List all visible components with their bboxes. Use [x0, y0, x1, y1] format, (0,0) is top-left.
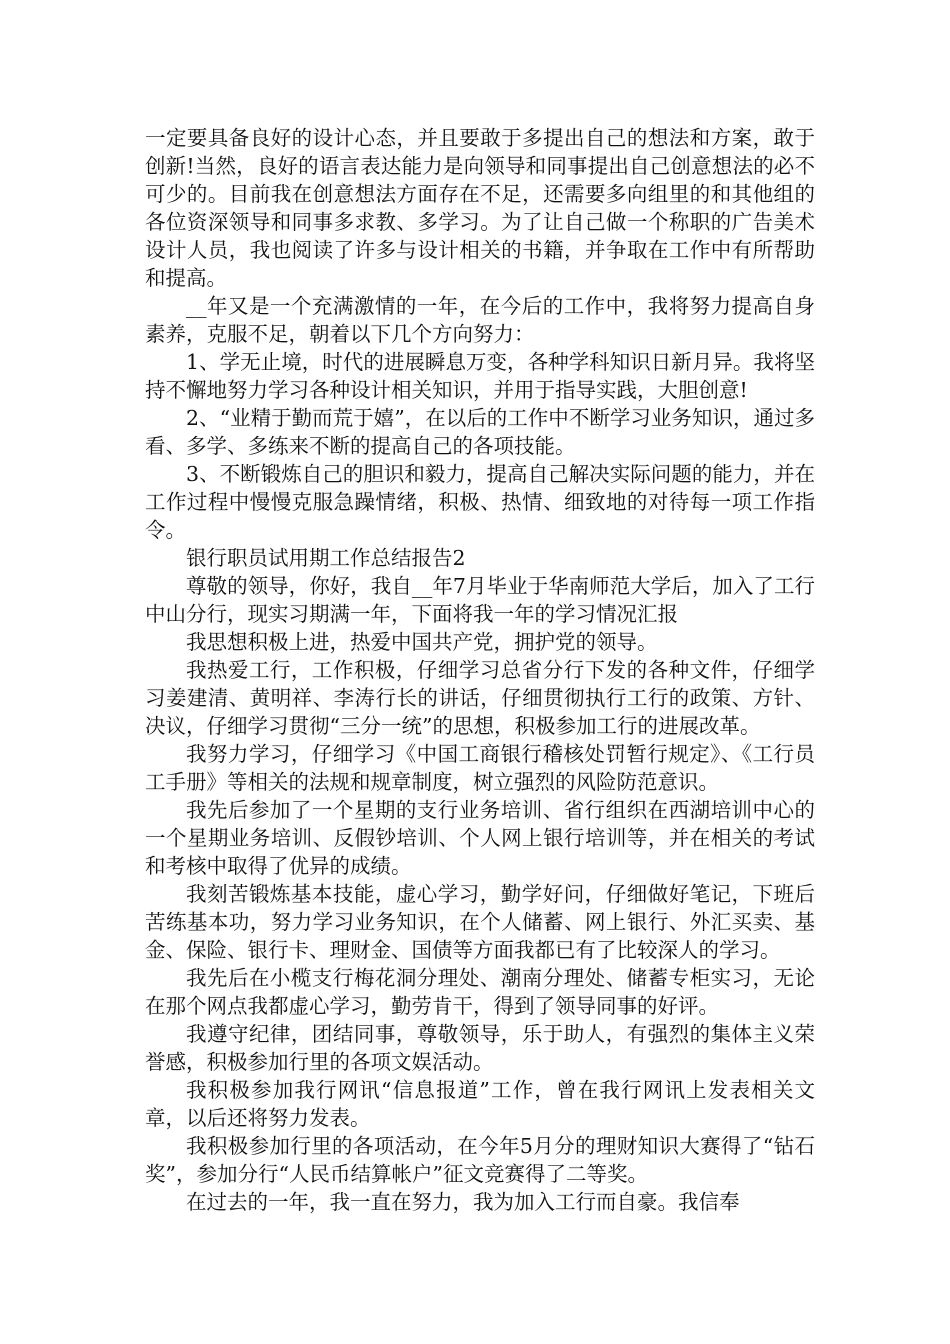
- paragraph: 1、学无止境，时代的进展瞬息万变，各种学科知识日新月异。我将坚持不懈地努力学习各种设计相关知识，并用于指导实践，大胆创意!: [145, 350, 815, 402]
- paragraph: 我先后参加了一个星期的支行业务培训、省行组织在西湖培训中心的一个星期业务培训、反假钞培训、个人网上银行培训等，并在相关的考试和考核中取得了优异的成绩。: [145, 798, 815, 878]
- paragraph: 我遵守纪律，团结同事，尊敬领导，乐于助人，有强烈的集体主义荣誉感，积极参加行里的各项文娱活动。: [145, 1022, 815, 1074]
- paragraph: 2、“业精于勤而荒于嬉”，在以后的工作中不断学习业务知识，通过多看、多学、多练来不断的提高自己的各项技能。: [145, 406, 815, 458]
- paragraph: 在过去的一年，我一直在努力，我为加入工行而自豪。我信奉: [186, 1190, 740, 1214]
- paragraph: __年又是一个充满激情的一年，在今后的工作中，我将努力提高自身素养，克服不足，朝着以下几个方向努力：: [145, 294, 815, 346]
- paragraph: 我先后在小榄支行梅花洞分理处、潮南分理处、储蓄专柜实习，无论在那个网点我都虚心学习，勤劳肯干，得到了领导同事的好评。: [145, 966, 815, 1018]
- section-title: 银行职员试用期工作总结报告2: [186, 546, 466, 570]
- paragraph: 3、不断锻炼自己的胆识和毅力，提高自己解决实际问题的能力，并在工作过程中慢慢克服急躁情绪，积极、热情、细致地的对待每一项工作指令。: [145, 462, 815, 542]
- paragraph: 我努力学习，仔细学习《中国工商银行稽核处罚暂行规定》、《工行员工手册》等相关的法规和规章制度，树立强烈的风险防范意识。: [145, 742, 815, 794]
- paragraph: 我思想积极上进，热爱中国共产党，拥护党的领导。: [186, 630, 658, 654]
- paragraph: 我积极参加行里的各项活动，在今年5月分的理财知识大赛得了“钻石奖”，参加分行“人民币结算帐户”征文竞赛得了二等奖。: [145, 1134, 815, 1186]
- paragraph: 一定要具备良好的设计心态，并且要敢于多提出自己的想法和方案，敢于创新!当然，良好的语言表达能力是向领导和同事提出自己创意想法的必不可少的。目前我在创意想法方面存在不足，还需要多向组里的和其他组的各位资深领导和同事多求教、多学习。为了让自己做一个称职的广告美术设计人员，我也阅读了许多与设计相关的书籍，并争取在工作中有所帮助和提高。: [145, 126, 815, 290]
- document-body: [145, 124, 815, 1216]
- paragraph: 我积极参加我行网讯“信息报道”工作，曾在我行网讯上发表相关文章，以后还将努力发表。: [145, 1078, 815, 1130]
- paragraph: 我刻苦锻炼基本技能，虚心学习，勤学好问，仔细做好笔记，下班后苦练基本功，努力学习业务知识，在个人储蓄、网上银行、外汇买卖、基金、保险、银行卡、理财金、国债等方面我都已有了比较深人的学习。: [145, 882, 815, 962]
- paragraph: 我热爱工行，工作积极，仔细学习总省分行下发的各种文件，仔细学习姜建清、黄明祥、李涛行长的讲话，仔细贯彻执行工行的政策、方针、决议，仔细学习贯彻“三分一统”的思想，积极参加工行的进展改革。: [145, 658, 815, 738]
- paragraph: 尊敬的领导，你好，我自__年7月毕业于华南师范大学后，加入了工行中山分行，现实习期满一年，下面将我一年的学习情况汇报: [145, 574, 815, 626]
